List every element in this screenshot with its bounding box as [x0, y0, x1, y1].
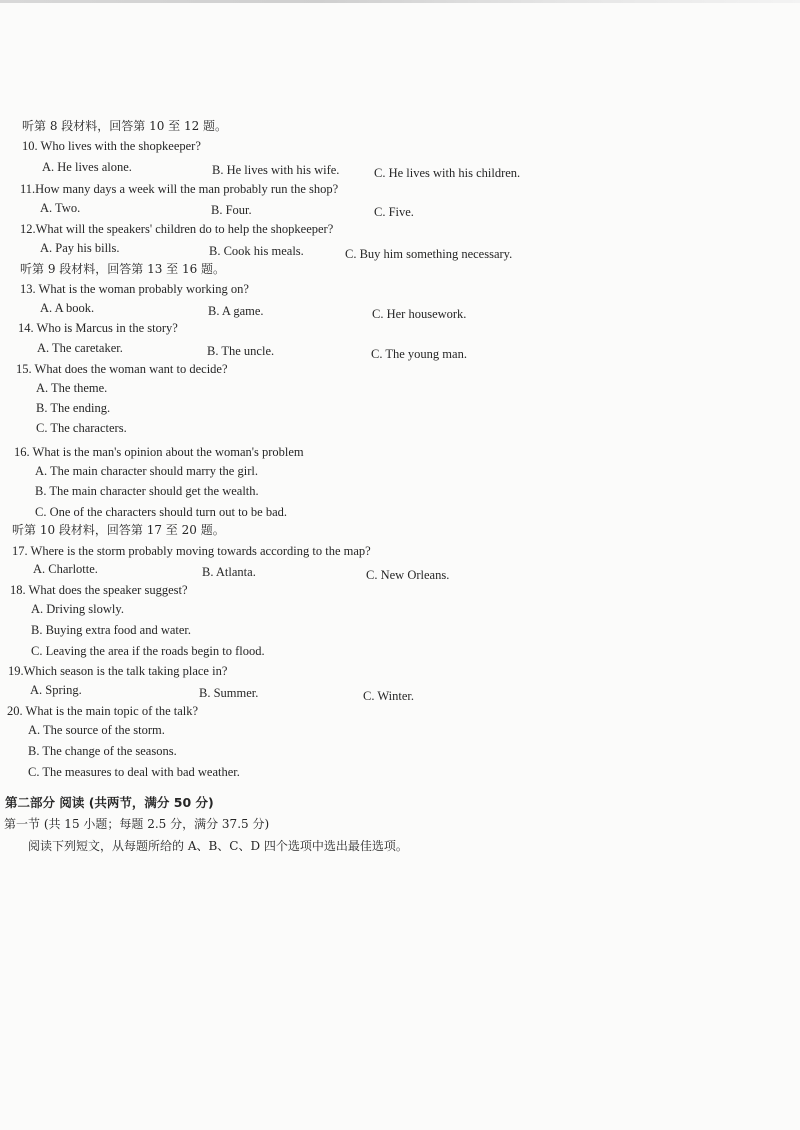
question-11-stem: 11.How many days a week will the man probably run the shop? — [20, 182, 339, 196]
question-19-stem: 19.Which season is the talk taking place in? — [8, 664, 228, 678]
question-14-option-b: B. The uncle. — [207, 344, 275, 358]
section-header-9: 听第 9 段材料，回答第 13 至 16 题。 — [20, 262, 226, 276]
question-11-option-c: C. Five. — [374, 205, 414, 219]
section-header-10: 听第 10 段材料，回答第 17 至 20 题。 — [12, 523, 225, 537]
question-15-option-b: B. The ending. — [36, 401, 111, 415]
question-10-stem: 10. Who lives with the shopkeeper? — [22, 139, 201, 153]
question-15-option-c: C. The characters. — [36, 421, 127, 435]
question-12-stem: 12.What will the speakers' children do to help the shopkeeper? — [20, 222, 334, 236]
question-20-option-b: B. The change of the seasons. — [28, 744, 177, 758]
question-19-option-b: B. Summer. — [199, 686, 259, 700]
question-11-option-b: B. Four. — [211, 203, 252, 217]
question-10-option-c: C. He lives with his children. — [374, 166, 521, 180]
question-17-option-c: C. New Orleans. — [366, 568, 450, 582]
question-14-stem: 14. Who is Marcus in the story? — [18, 321, 178, 335]
question-14-option-c: C. The young man. — [371, 347, 467, 361]
question-17-option-b: B. Atlanta. — [202, 565, 256, 579]
question-10-option-b: B. He lives with his wife. — [212, 163, 340, 177]
question-17-stem: 17. Where is the storm probably moving towards according to the map? — [12, 544, 371, 558]
question-15-stem: 15. What does the woman want to decide? — [16, 362, 228, 376]
section-one-heading: 第一节 (共 15 小题；每题 2.5 分，满分 37.5 分) — [4, 817, 270, 831]
question-13-option-a: A. A book. — [40, 301, 95, 315]
question-16-option-b: B. The main character should get the wealth. — [35, 484, 259, 498]
question-20-stem: 20. What is the main topic of the talk? — [7, 704, 199, 718]
question-14-option-a: A. The caretaker. — [37, 341, 123, 355]
question-17-option-a: A. Charlotte. — [33, 562, 98, 576]
question-16-option-c: C. One of the characters should turn out to be bad. — [35, 505, 288, 519]
question-19-option-a: A. Spring. — [30, 683, 82, 697]
question-12-option-b: B. Cook his meals. — [209, 244, 304, 258]
question-19-option-c: C. Winter. — [363, 689, 415, 703]
reading-instruction: 阅读下列短文，从每题所给的 A、B、C、D 四个选项中选出最佳选项。 — [28, 839, 408, 853]
part-two-heading: 第二部分 阅读 (共两节，满分 50 分) — [5, 795, 214, 810]
question-20-option-a: A. The source of the storm. — [28, 723, 165, 737]
question-13-stem: 13. What is the woman probably working on? — [20, 282, 249, 296]
question-18-option-a: A. Driving slowly. — [31, 602, 124, 616]
question-18-stem: 18. What does the speaker suggest? — [10, 583, 188, 597]
question-16-stem: 16. What is the man's opinion about the woman's problem — [14, 445, 304, 459]
question-12-option-c: C. Buy him something necessary. — [345, 247, 513, 261]
question-13-option-c: C. Her housework. — [372, 307, 467, 321]
question-20-option-c: C. The measures to deal with bad weather. — [28, 765, 240, 779]
question-16-option-a: A. The main character should marry the girl. — [35, 464, 258, 478]
question-13-option-b: B. A game. — [208, 304, 264, 318]
question-11-option-a: A. Two. — [40, 201, 81, 215]
section-header-8: 听第 8 段材料，回答第 10 至 12 题。 — [22, 119, 228, 133]
question-15-option-a: A. The theme. — [36, 381, 108, 395]
question-18-option-c: C. Leaving the area if the roads begin to flood. — [31, 644, 265, 658]
question-18-option-b: B. Buying extra food and water. — [31, 623, 192, 637]
question-12-option-a: A. Pay his bills. — [40, 241, 120, 255]
question-10-option-a: A. He lives alone. — [42, 160, 132, 174]
